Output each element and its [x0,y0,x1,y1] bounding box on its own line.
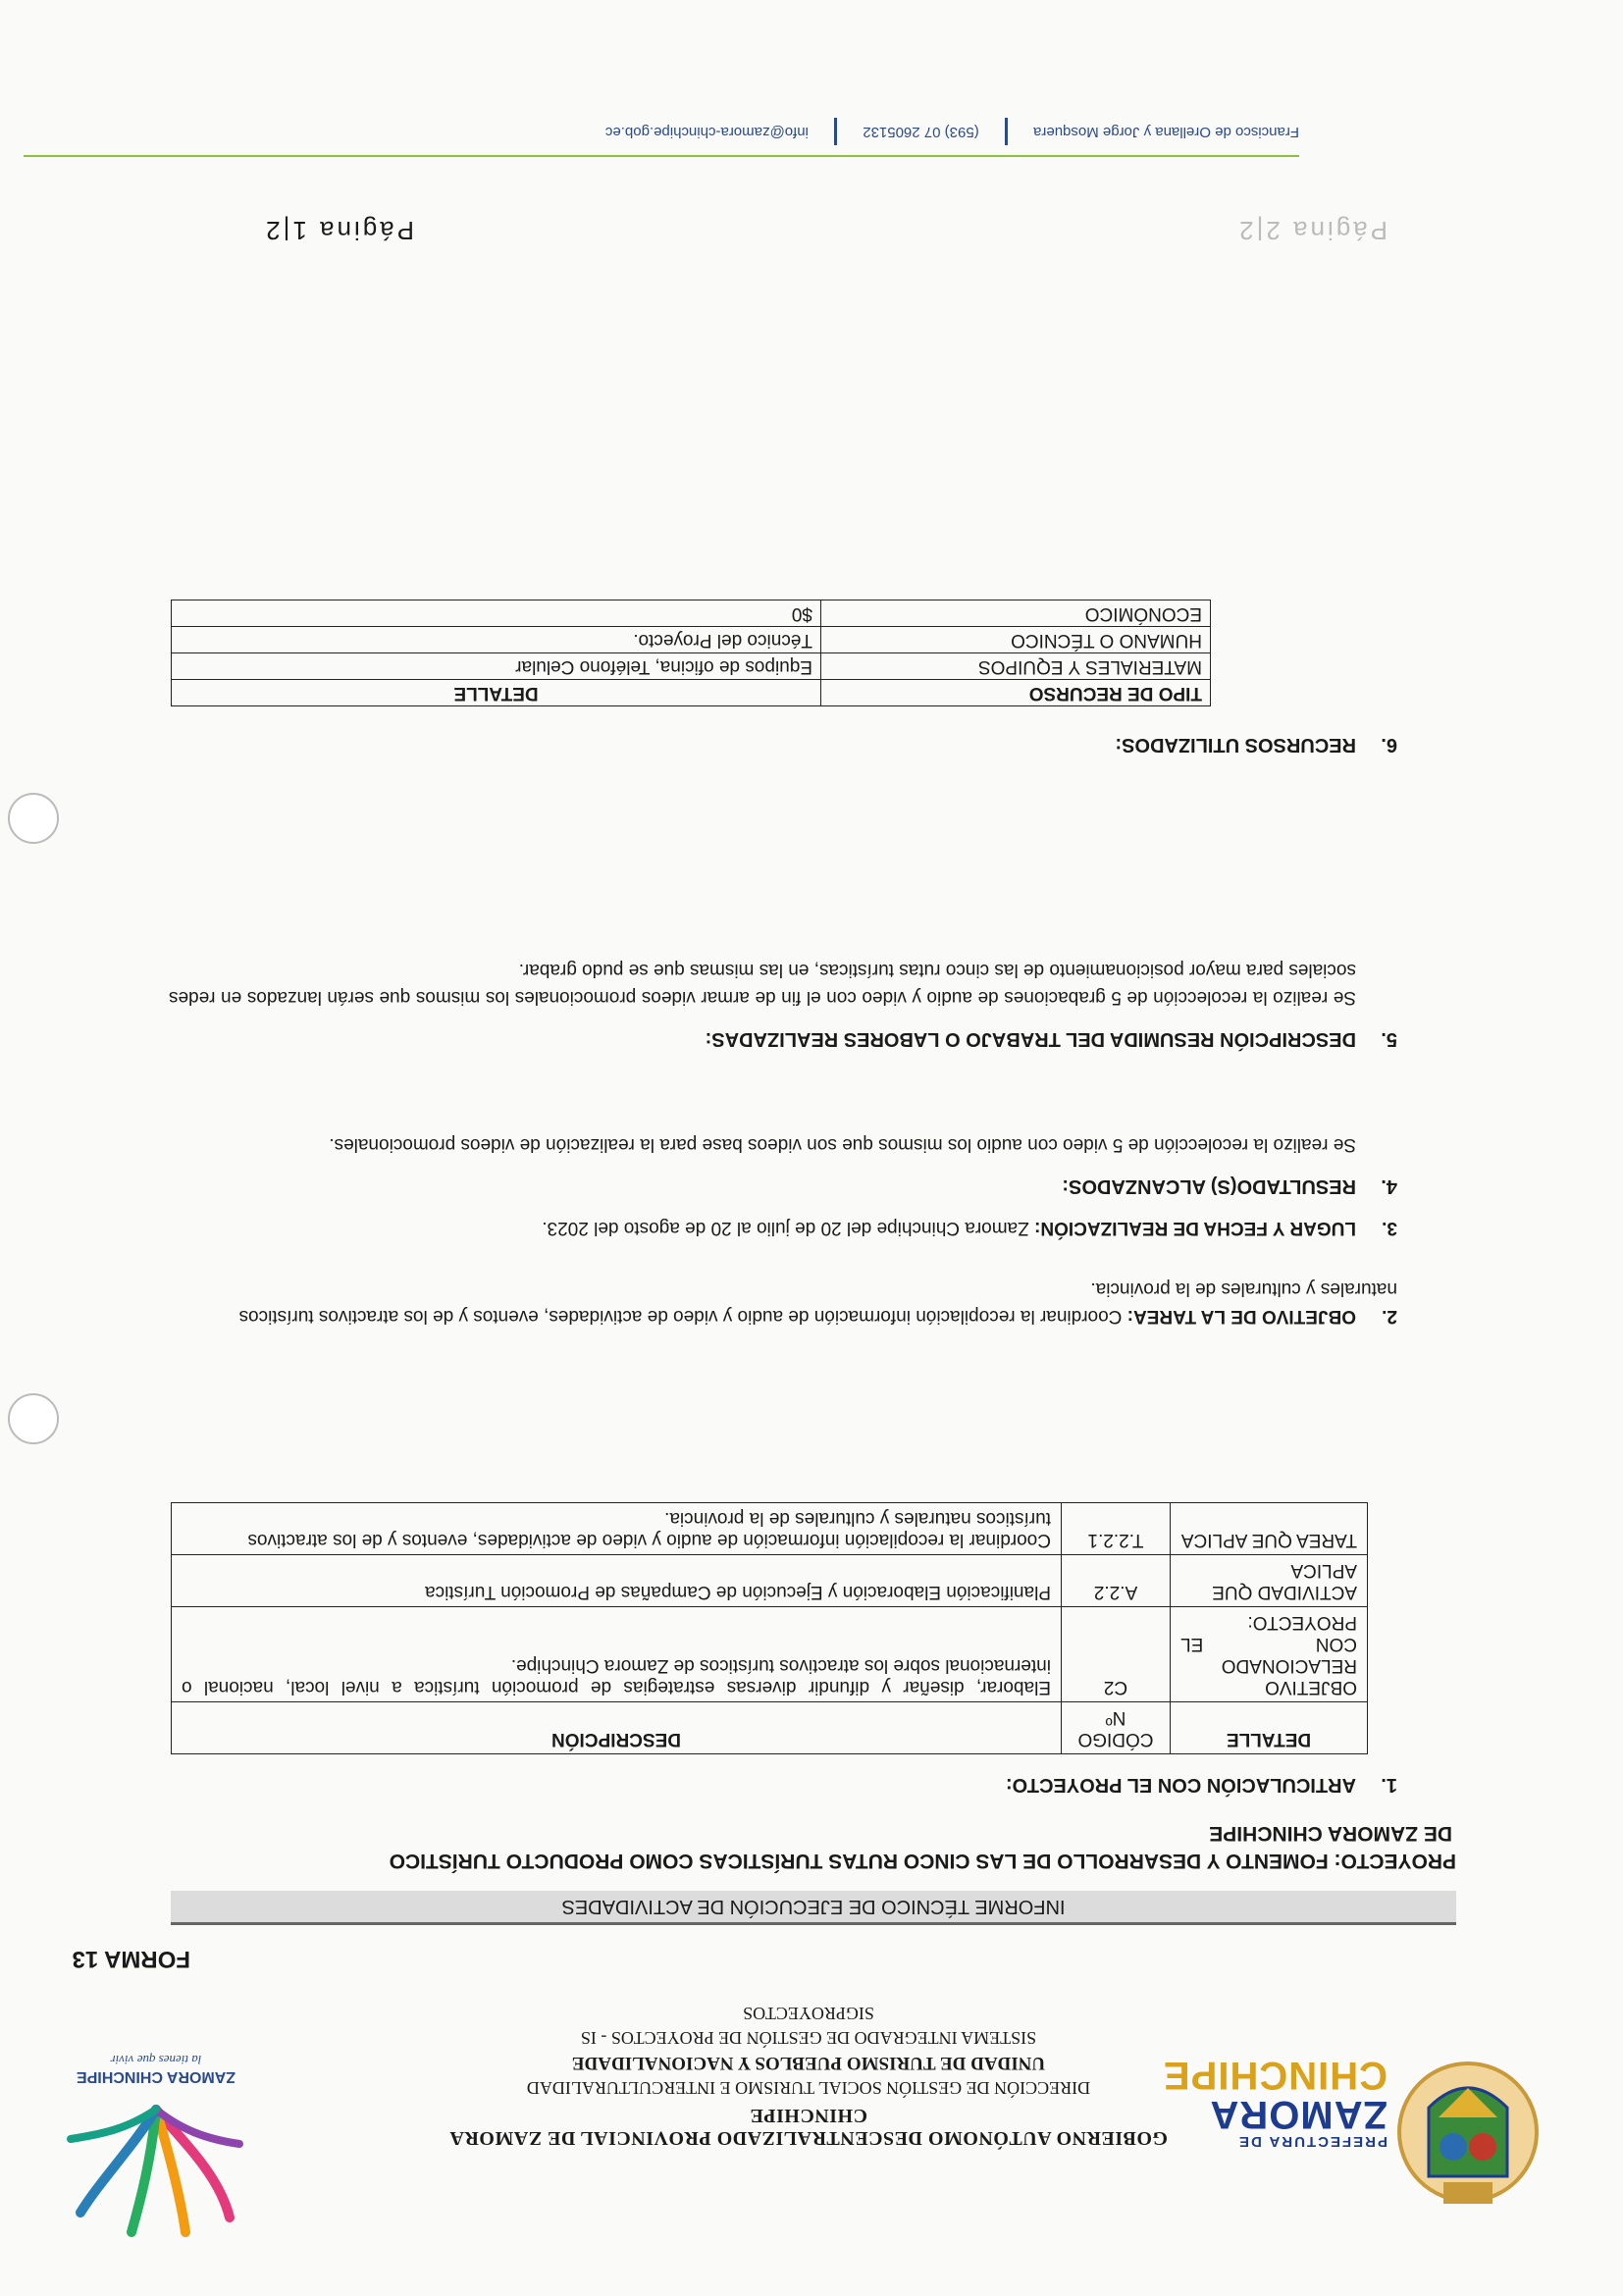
section-5-title: DESCRIPCIÓN RESUMIDA DEL TRABAJO O LABORES REALIZADAS: [705,1028,1356,1050]
tourism-logo [63,2011,249,2237]
brand-zamora: ZAMORA [1209,2093,1387,2136]
forma-label: FORMA 13 [72,1946,190,1972]
header-line-1: GOBIERNO AUTÓNOMO DESCENTRALIZADO PROVINCIAL DE ZAMORA CHINCHIPE [448,2105,1169,2149]
table-row [172,1607,1368,1702]
section-5-heading [706,1027,1397,1050]
project-title [171,1819,1456,1874]
footer-separator [834,118,837,145]
table-row [172,600,1211,627]
table-row [172,627,1211,653]
header-line-3: UNIDAD DE TURISMO PUEBLOS Y NACIONALIDADE [571,2053,1046,2073]
project-title-line-1: PROYECTO: FOMENTO Y DESARROLLO DE LAS CINCO RUTAS TURÍSTICAS COMO PRODUCTO TURÍSTICO [389,1850,1456,1872]
cell-detalle: OBJETIVO RELACIONADO CON EL PROYECTO: [1171,1607,1368,1702]
table-row [172,1503,1368,1555]
cell-tipo: MATERIALES Y EQUIPOS [821,653,1211,680]
header-line-2: DIRECCIÓN DE GESTIÓN SOCIAL TURISMO E INTERCULTURALIDAD [526,2078,1091,2098]
footer-phone: (593) 07 2605132 [863,124,979,141]
header-codigo: CÓDIGO Nº [1062,1702,1171,1754]
table-header-row [172,680,1211,706]
report-title-banner: INFORME TÉCNICO DE EJECUCIÓN DE ACTIVIDADES [171,1891,1456,1925]
section-2-number: 2. [1382,1306,1397,1327]
footer [24,118,1299,157]
cell-tipo: HUMANO O TÉCNICO [821,627,1211,653]
section-4-number: 4. [1381,1175,1397,1197]
page-number: Página 1|2 [263,216,414,245]
institution-header [406,2003,1211,2149]
project-title-line-2: DE ZAMORA CHINCHIPE [1209,1822,1452,1845]
section-5-text: Se realizo la recolección de 5 grabaciones de audio y video con el fin de armar videos promocionales los mismos que serán lanzados en redes sociales para mayor posicionamiento de las cinco rutas turísticas, en las mismas que se pudo grabar. [169,960,1356,1008]
section-6-number: 6. [1381,734,1397,756]
section-4-title: RESULTADO(S) ALCANZADOS: [1062,1175,1356,1197]
header-line-5: SIGPROYECTOS [743,2004,874,2023]
footer-email: info@zamora-chinchipe.gob.ec [604,124,809,141]
header-detalle: DETALLE [172,680,821,706]
section-6-heading [1115,733,1397,756]
tourism-logo-tagline: la tienes que vivir [110,2053,202,2067]
cell-codigo: T.2.2.1 [1062,1503,1171,1555]
header-detalle: DETALLE [1171,1702,1368,1754]
cell-tipo: ECONÓMICO [821,600,1211,627]
brand-prefectura: PREFECTURA DE [1237,2133,1387,2150]
section-3-text: Zamora Chinchipe del 20 de julio al 20 de agosto del 2023. [542,1218,1029,1238]
prefectura-logo [1389,2049,1546,2225]
cell-detalle: $0 [172,600,821,627]
section-2 [171,1275,1397,1330]
cell-detalle: Técnico del Proyecto. [172,627,821,653]
table-row [172,653,1211,680]
brand-chinchipe: CHINCHIPE [1162,2054,1387,2097]
punch-hole [8,793,59,844]
section-2-title: OBJETIVO DE LA TAREA: [1126,1306,1356,1327]
cell-detalle: Equipos de oficina, Teléfono Celular [172,653,821,680]
section-6-title: RECURSOS UTILIZADOS: [1115,734,1356,756]
section-3-number: 3. [1382,1218,1397,1238]
section-1-number: 1. [1381,1774,1397,1796]
header-descripcion: DESCRIPCIÓN [172,1702,1062,1754]
resources-table [171,600,1211,706]
table-header-row [172,1702,1368,1754]
cell-codigo: A.2.2 [1062,1555,1171,1607]
section-1-heading [1006,1773,1397,1796]
cell-descripcion: Planificación Elaboración y Ejecución de Campañas de Promoción Turística [172,1555,1062,1607]
header-tipo-recurso: TIPO DE RECURSO [821,680,1211,706]
section-4-heading [1062,1174,1397,1197]
table-row [172,1555,1368,1607]
section-2-text: Coordinar la recopilación información de audio y video de actividades, eventos y de los atractivos turísticos naturales y culturales de la provincia. [238,1278,1397,1327]
page-number-ghost: Página 2|2 [1236,216,1387,245]
footer-separator [1005,118,1008,145]
section-3 [171,1214,1397,1241]
cell-descripcion: Elaborar, diseñar y difundir diversas estrategias de promoción turística a nivel local, nacional o internacional sobre los atractivos turísticos de Zamora Chinchipe. [172,1607,1062,1702]
section-1-title: ARTICULACIÓN CON EL PROYECTO: [1005,1774,1356,1796]
header-line-4: SISTEMA INTEGRADO DE GESTIÓN DE PROYECTOS - IS [580,2028,1037,2048]
punch-hole [8,1393,59,1444]
cell-codigo: C2 [1062,1607,1171,1702]
section-3-title: LUGAR Y FECHA DE REALIZACIÓN: [1034,1218,1356,1238]
cell-detalle: TAREA QUE APLICA [1171,1503,1368,1555]
footer-address: Francisco de Orellana y Jorge Mosquera [1033,124,1299,141]
section-4-text: Se realizo la recolección de 5 video con audio los mismos que son videos base para la realización de videos promocionales. [329,1134,1356,1155]
articulation-table [171,1502,1368,1754]
tourism-logo-name: ZAMORA CHINCHIPE [76,2068,236,2085]
cell-detalle: ACTIVIDAD QUE APLICA [1171,1555,1368,1607]
cell-descripcion: Coordinar la recopilación información de audio y video de actividades, eventos y de los atractivos turísticos naturales y culturales de la provincia. [172,1503,1062,1555]
section-5-number: 5. [1381,1028,1397,1050]
